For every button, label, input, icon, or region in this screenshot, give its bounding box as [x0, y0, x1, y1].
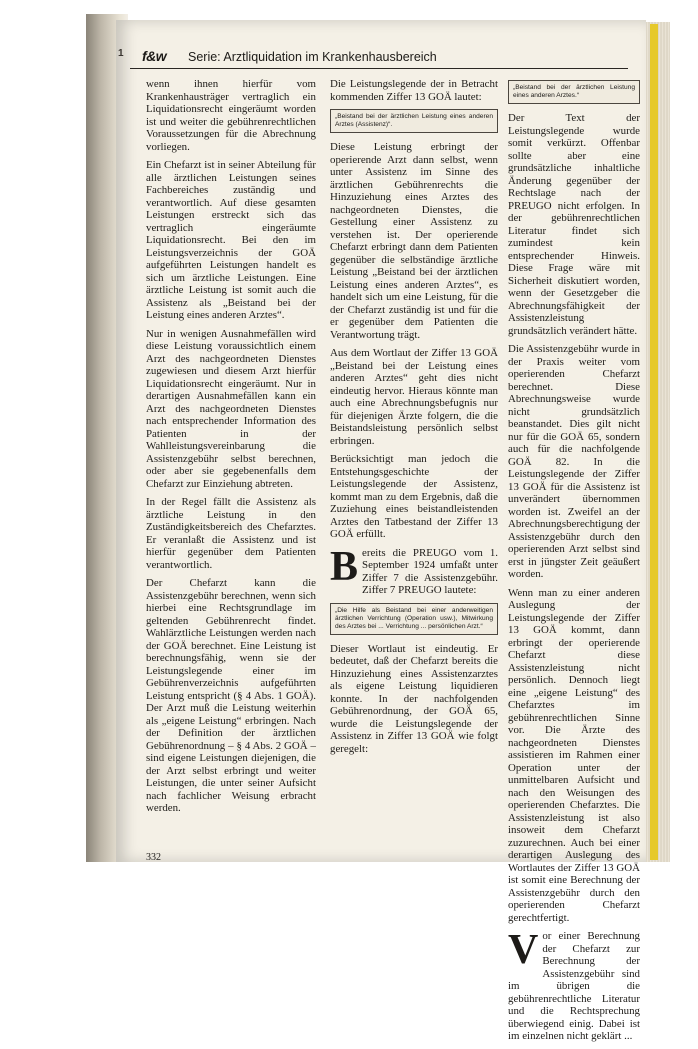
journal-logo: f&w [142, 48, 167, 64]
paragraph: Berücksichtigt man jedoch die Entstehungsgeschichte der Leistungslegende der Assistenz, kommt man zu dem Ergebnis, daß die Zuziehung eines beistandleistenden Arztes den Tatbestand der Ziffer 13 GOÄ erfüllt. [330, 453, 498, 540]
spine-mark: 1 [118, 48, 124, 59]
paragraph: Aus dem Wortlaut der Ziffer 13 GOÄ „Beistand bei der Leistung eines anderen Arztes“ geht dies nicht eindeutig hervor. Hieraus könnte man auch eine Abrechnungsbefugnis nur für diejenigen Ärzte folgern, die die Beistandsleistung persönlich selbst erbringen. [330, 347, 498, 447]
paragraph: Wenn man zu einer anderen Auslegung der Leistungslegende der Ziffer 13 GOÄ kommt, dann erbringt der operierende Chefarzt diese Assistenzleistung nicht persönlich. Dennoch liegt eine „eigene Leistung“ des Chefarztes im gebührenrechtlichen Sinne vor. Die Ärzte des nachgeordneten Dienstes assistieren im Rahmen einer Operation unter der unmittelbaren Aufsicht und nach den Weisungen des operierenden Chefarztes. Die Assistenzleistung ist also insoweit dem Chefarzt zuzurechnen. Auch bei einer derartigen Auslegung des Wortlautes der Ziffer 13 GOÄ ist somit eine Berechnung der Assistenzgebühr durch den operierenden Chefarzt gerechtfertigt. [508, 586, 640, 924]
paragraph: Nur in wenigen Ausnahmefällen wird diese Leistung voraussichtlich einem Arzt des nachgeordneten Dienstes zugewiesen und diesem Arzt hierfür Liquidationsrecht eingeräumt. Nur in derartigen Ausnahmefällen kann ein Arzt des nachgeordneten Dienstes nach entsprechender Information des Patienten in der Wahlleistungsvereinbarung die Assistenzgebühr selbst berechnen, oder aber sie gegebenenfalls dem Chefarzt zur Einziehung abtreten. [146, 327, 316, 490]
paragraph-text: or einer Berechnung der Chefarzt zur Berechnung der Assistenzgebühr sind im übrigen die gebührenrechtliche Literatur und die Rechtsprechung überwiegend einig. Dabei ist im einzelnen nicht geklärt ... [508, 930, 640, 1042]
goae-quote-box: „Beistand bei der ärztlichen Leistung eines anderen Arztes.“ [508, 80, 640, 104]
preugo-quote-box: „Die Hilfe als Beistand bei einer anderweitigen ärztlichen Verrichtung (Operation usw.), Mitwirkung des Arztes bei ... Verrichtung ... persönlichen Arzt.“ [330, 603, 498, 635]
drop-cap-paragraph [508, 927, 640, 1043]
column-1 [146, 78, 316, 821]
yellow-page-marker [650, 24, 658, 860]
paragraph: wenn ihnen hierfür vom Krankenhausträger vertraglich ein Liquidationsrecht eingeräumt worden ist und weiter die gebührenrechtlichen Voraussetzungen für die Abrechnung vorliegen. [146, 78, 316, 153]
paragraph: Ein Chefarzt ist in seiner Abteilung für alle ärztlichen Leistungen seines Fachbereiches zuständig und verantwortlich. Auf diese gesamten Leistungen erstreckt sich das vertraglich eingeräumte Liquidationsrecht. Bei den im Leistungsverzeichnis der GOÄ aufgeführten Leistungen handelt es sich um ärztliche Leistungen. Eine ärztliche Leistung ist somit auch die Assistenz als „Beistand bei der Leistung eines anderen Arztes“. [146, 159, 316, 321]
paragraph-text: ereits die PREUGO vom 1. September 1924 umfaßt unter Ziffer 7 die Assistenzgebühr. Ziffer 7 PREUGO lautete: [362, 546, 498, 596]
drop-cap: V [508, 927, 539, 973]
paragraph: Dieser Wortlaut ist eindeutig. Er bedeutet, daß der Chefarzt bereits die Hinzuziehung eines Assistenzarztes als eigene Leistung liquidieren konnte. In der nachfolgenden Gebührenordnung, der GOÄ 65, wurde die Leistungslegende der Assistenz in Ziffer 13 GOÄ wie folgt geregelt: [330, 642, 498, 755]
paragraph: Der Text der Leistungslegende wurde somit verkürzt. Offenbar sollte aber eine grundsätzliche inhaltliche Änderung gegenüber der Rechtslage nach der PREUGO nicht erfolgen. In der gebührenrechtlichen Literatur findet sich zumindest kein entsprechender Hinweis. Diese Frage wäre mit Sicherheit diskutiert worden, wenn der Gesetzgeber die Abrechnungsfähigkeit der Assistenzleistung grundsätzlich verändert hätte. [508, 112, 640, 337]
series-title: Serie: Arztliquidation im Krankenhausbereich [188, 50, 437, 64]
column-2 [330, 78, 498, 761]
column-3 [508, 78, 640, 1049]
paragraph: Die Leistungslegende der in Betracht kommenden Ziffer 13 GOÄ lautet: [330, 78, 498, 103]
paragraph: Der Chefarzt kann die Assistenzgebühr berechnen, wenn sich hierbei eine Rechtsgrundlage im geltenden Gebührenrecht findet. Wahlärztliche Leistungen werden nach der GOÄ berechnet. Eine Leistung ist berechnungsfähig, wenn sie der Leistungslegende einer im Gebührenverzeichnis aufgeführten Leistung entspricht (§ 4 Abs. 1 GOÄ). Der Arzt muß die Leistung weiterhin als „eigene Leistung“ erbringen. Nach der Definition der ärztlichen Gebührenordnung – § 4 Abs. 2 GOÄ – sind eigene Leistungen diejenigen, die der Arzt selbst erbringt und weiter Leistungen, die unter seiner Aufsicht nach fachlicher Weisung erbracht werden. [146, 577, 316, 814]
paragraph: Die Assistenzgebühr wurde in der Praxis weiter vom operierenden Chefarzt berechnet. Diese Abrechnungsweise wurde nicht grundsätzlich beanstandet. Dies gilt nicht nur für die GOÄ 65, sondern auch für die nachfolgende GOÄ 82. In die Leistungslegende der Ziffer 13 GOÄ für die Assistenz ist unverändert übernommen worden ist. Zweifel an der Abrechnungsberechtigung der Assistenzgebühr durch den operierenden Arzt selbst sind erst in jüngster Zeit geäußert worden. [508, 343, 640, 580]
legend-quote-box: „Beistand bei der ärztlichen Leistung eines anderen Arztes (Assistenz)“. [330, 109, 498, 133]
paragraph: Diese Leistung erbringt der operierende Arzt dann selbst, wenn unter Assistenz im Sinne des ärztlichen Gebührenrechts die Hinzuziehung eines Arztes des nachgeordneten Dienstes, die Gestellung einer Assistenz zu verstehen ist. Der operierende Chefarzt erbringt dann dem Patienten gegenüber die selbständige ärztliche Leistung „Beistand bei der ärztlichen Leistung eines anderen Arztes“, es handelt sich um eine Leistung, für die der Chefarzt zuständig ist und für die er gegenüber dem Patienten die Verantwortung trägt. [330, 141, 498, 341]
paragraph: In der Regel fällt die Assistenz als ärztliche Leistung in den Zuständigkeitsbereich des Chefarztes. Er veranlaßt die Assistenz und ist hierfür gegenüber dem Patienten verantwortlich. [146, 496, 316, 571]
page-header [130, 46, 628, 69]
page-number: 332 [146, 852, 161, 863]
drop-cap: B [330, 543, 359, 590]
drop-cap-paragraph [330, 543, 498, 597]
